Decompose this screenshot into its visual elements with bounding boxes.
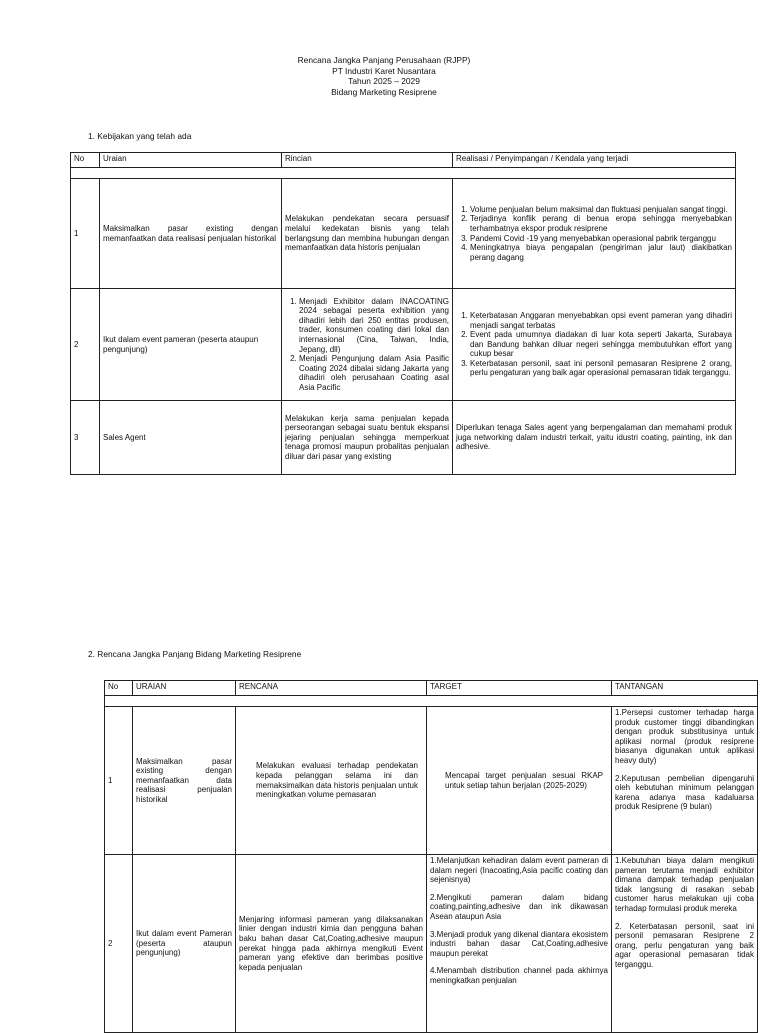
long-term-plan-table	[104, 680, 758, 1033]
uraian-cell: Ikut dalam event Pameran (peserta ataupun pengunjung)	[133, 855, 236, 1033]
column-header-rincian: Rincian	[282, 153, 453, 168]
document-title: Rencana Jangka Panjang Perusahaan (RJPP)	[297, 55, 471, 65]
uraian-cell: Sales Agent	[100, 401, 282, 475]
rincian-cell: Melakukan pendekatan secara persuasif melalui kedekatan bisnis yang telah berlangsung dan membina hubungan dengan memanfaatkan data historis penjualan	[282, 179, 453, 289]
table-row	[71, 289, 736, 401]
column-header-no: No	[71, 153, 100, 168]
column-header-uraian: URAIAN	[133, 681, 236, 696]
table-header-row	[105, 681, 758, 696]
list-item: 4. Meningkatnya biaya pengapalan (pengiriman jalur laut) diakibatkan perang dagang	[470, 243, 732, 262]
realisasi-cell: Diperlukan tenaga Sales agent yang berpengalaman dan memahami produk juga networking dalam industri terkait, yaitu idustri coating, painting, ink dan adhesive.	[453, 401, 736, 475]
rencana-cell: Melakukan evaluasi terhadap pendekatan kepada pelanggan selama ini dan memaksimalkan data historis penjualan untuk meningkatkan volume pemasaran	[236, 707, 427, 855]
target-item: 4.Menambah distribution channel pada akhirnya meningkatkan penjualan	[430, 966, 608, 985]
table-header-row	[71, 153, 736, 168]
target-cell: Mencapai target penjualan sesuai RKAP untuk setiap tahun berjalan (2025-2029)	[427, 707, 612, 855]
realisasi-list	[456, 311, 732, 378]
list-item: 3. Keterbatasan personil, saat ini personil pemasaran Resiprene 2 orang, perlu pengaturan yang baik agar operasional pemasaran tidak terganggu.	[470, 359, 732, 378]
column-header-rencana: RENCANA	[236, 681, 427, 696]
realisasi-cell	[453, 179, 736, 289]
row-number: 1	[71, 179, 100, 289]
target-item: 2.Mengikuti pameran dalam bidang coating,painting,adhesive dan ink dikawasan Asean ataupun Asia	[430, 892, 608, 921]
list-item: 2. Menjadi Pengunjung dalam Asia Pasific Coating 2024 dibalai sidang Jakarta yang dihadiri oleh perusahaan Coating asal Asia Pacific	[299, 354, 449, 392]
list-item: 1. Menjadi Exhibitor dalam INACOATING 2024 sebagai peserta exhibition yang dihadiri lebih dari 250 entitas produsen, trader, konsumen coating dari lokal dan internasional (Cina, Taiwan, India, Jepang, dll)	[299, 297, 449, 355]
spacer-row	[105, 696, 758, 707]
tantangan-item: 1.Persepsi customer terhadap harga produk customer tinggi dibandingkan dengan produk substitusinya untuk aplikasi normal (produk resiprene biasanya digunakan untuk aplikasi heavy duty)	[615, 708, 754, 765]
list-item: 1. Keterbatasan Anggaran menyebabkan opsi event pameran yang dihadiri menjadi sangat terbatas	[470, 311, 732, 330]
rincian-cell: Melakukan kerja sama penjualan kepada perseorangan sebagai suatu bentuk ekspansi jejaring penjualan sehingga memperkuat tenaga promosi maupun probalitas penjualan diluar dari pasar yang existing	[282, 401, 453, 475]
table-row	[105, 707, 758, 855]
company-name: PT Industri Karet Nusantara	[332, 65, 436, 76]
row-number: 2	[71, 289, 100, 401]
table-row	[71, 179, 736, 289]
existing-policy-table	[70, 152, 736, 475]
column-header-realisasi: Realisasi / Penyimpangan / Kendala yang terjadi	[453, 153, 736, 168]
row-number: 3	[71, 401, 100, 475]
target-item: 1.Melanjutkan kehadiran dalam event pameran di dalam negeri (Inacoating,Asia pacific coating dan sejenisnya)	[430, 856, 608, 885]
plan-period: Tahun 2025 – 2029	[348, 76, 420, 86]
list-item: 1. Volume penjualan belum maksimal dan fluktuasi penjualan sangat tinggi.	[470, 205, 732, 215]
tantangan-item: 2. Keterbatasan personil, saat ini personil pemasaran Resiprene 2 orang, perlu pengaturan yang baik agar operasional pemasaran tidak terganggu.	[615, 921, 754, 969]
column-header-target: TARGET	[427, 681, 612, 696]
realisasi-cell	[453, 289, 736, 401]
uraian-cell: Maksimalkan pasar existing dengan memanfaatkan data realisasi penjualan historikal	[133, 707, 236, 855]
tantangan-item: 1.Kebutuhan biaya dalam mengikuti pameran terutama menjadi exhibitor dimana dampak terhadap penjualan tidak langsung di rasakan sebab customer harus melakukan uji coba terhadap formulasi produk mereka	[615, 856, 754, 913]
target-cell	[427, 855, 612, 1033]
uraian-cell: Ikut dalam event pameran (peserta ataupun pengunjung)	[100, 289, 282, 401]
list-item: 3. Pandemi Covid -19 yang menyebabkan operasional pabrik terganggu	[470, 234, 732, 244]
uraian-cell: Maksimalkan pasar existing dengan memanfaatkan data realisasi penjualan historikal	[100, 179, 282, 289]
list-item: 2. Event pada umumnya diadakan di luar kota seperti Jakarta, Surabaya dan Bandung bahkan diluar negeri sehingga membutuhkan effort yang cukup besar	[470, 330, 732, 359]
target-item: 3.Menjadi produk yang dikenal diantara ekosistem industri bahan dasar Cat,Coating,adhesive maupun perekat	[430, 929, 608, 958]
table-row	[71, 401, 736, 475]
rincian-list	[285, 297, 449, 393]
realisasi-list	[456, 205, 732, 263]
division-name: Bidang Marketing Resiprene	[331, 86, 437, 97]
list-item: 2. Terjadinya konflik perang di benua eropa sehingga menyebabkan terhambatnya ekspor produk resiprene	[470, 214, 732, 233]
table-row	[105, 855, 758, 1033]
row-number: 2	[105, 855, 133, 1033]
rincian-cell	[282, 289, 453, 401]
tantangan-item: 2.Keputusan pembelian dipengaruhi oleh kebutuhan minimum pelanggan karena adanya masa kadaluarsa produk Resiprene (9 bulan)	[615, 773, 754, 812]
tantangan-cell	[612, 707, 758, 855]
document-header	[0, 55, 768, 97]
column-header-uraian: Uraian	[100, 153, 282, 168]
section-1-heading: 1. Kebijakan yang telah ada	[88, 131, 192, 141]
row-number: 1	[105, 707, 133, 855]
column-header-tantangan: TANTANGAN	[612, 681, 758, 696]
rencana-cell: Menjaring informasi pameran yang dilaksanakan linier dengan industri kimia dan pengguna bahan baku bahan dasar Cat,Coating,adhesive maupun perekat hingga pada akhirnya mengikuti Event pameran yang efektive dan berimbas positive kepada penjualan	[236, 855, 427, 1033]
column-header-no: No	[105, 681, 133, 696]
spacer-row	[71, 168, 736, 179]
section-2-heading: 2. Rencana Jangka Panjang Bidang Marketing Resiprene	[88, 649, 302, 659]
tantangan-cell	[612, 855, 758, 1033]
